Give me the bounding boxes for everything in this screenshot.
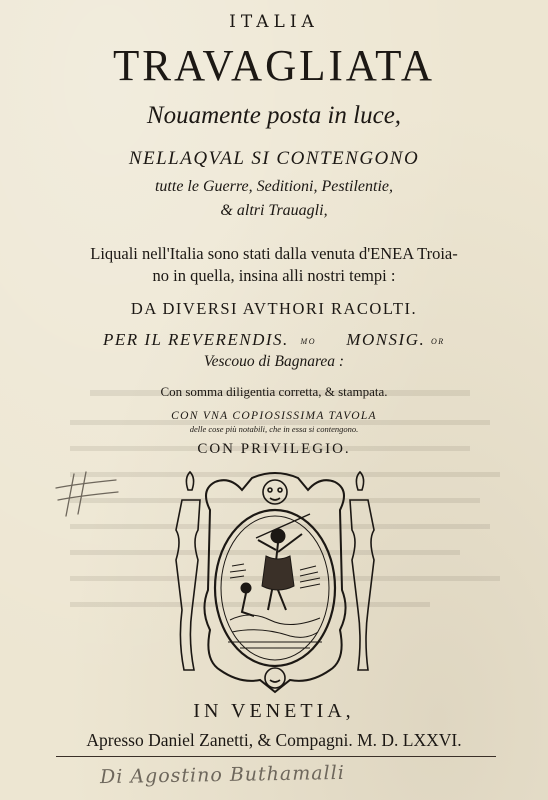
- author-title-line: [0, 330, 548, 350]
- imprint-city: IN VENETIA,: [193, 700, 355, 722]
- monsig-text: MONSIG.: [346, 330, 426, 349]
- superscript-or: OR: [431, 337, 445, 346]
- ownership-signature: Di Agostino Buthamalli: [99, 761, 346, 789]
- imprint-publisher: Apresso Daniel Zanetti, & Compagni. M. D. LXXVI.: [86, 730, 462, 750]
- bishop-line: Vescouo di Bagnarea :: [203, 353, 345, 370]
- privilege-line: CON PRIVILEGIO.: [197, 441, 351, 457]
- index-line-1: CON VNA COPIOSISSIMA TAVOLA: [171, 410, 377, 422]
- printers-device-woodcut: [170, 470, 380, 695]
- heading-italia: ITALIA: [229, 12, 319, 32]
- handwritten-mark-icon: [52, 470, 122, 520]
- contents-line-other: & altri Trauagli,: [220, 202, 328, 219]
- description-line-2: no in quella, insina alli nostri tempi :: [152, 266, 396, 285]
- authors-line: DA DIVERSI AVTHORI RACOLTI.: [130, 299, 418, 318]
- corrected-line: Con somma diligentia corretta, & stampata.: [160, 384, 388, 399]
- description-line-1: Liquali nell'Italia sono stati dalla venuta d'ENEA Troia-: [90, 244, 458, 263]
- contents-heading: NELLAQVAL SI CONTENGONO: [128, 148, 420, 169]
- subtitle: Nouamente posta in luce,: [146, 102, 402, 129]
- index-line-2: delle cose più notabili, che in essa si contengono.: [189, 424, 359, 434]
- page-title: TRAVAGLIATA: [113, 41, 435, 90]
- superscript-mo: MO: [300, 337, 316, 346]
- imprint-rule: [56, 756, 496, 757]
- contents-line-wars: tutte le Guerre, Seditioni, Pestilentie,: [154, 178, 393, 195]
- reverendis-text: PER IL REVERENDIS.: [102, 330, 289, 349]
